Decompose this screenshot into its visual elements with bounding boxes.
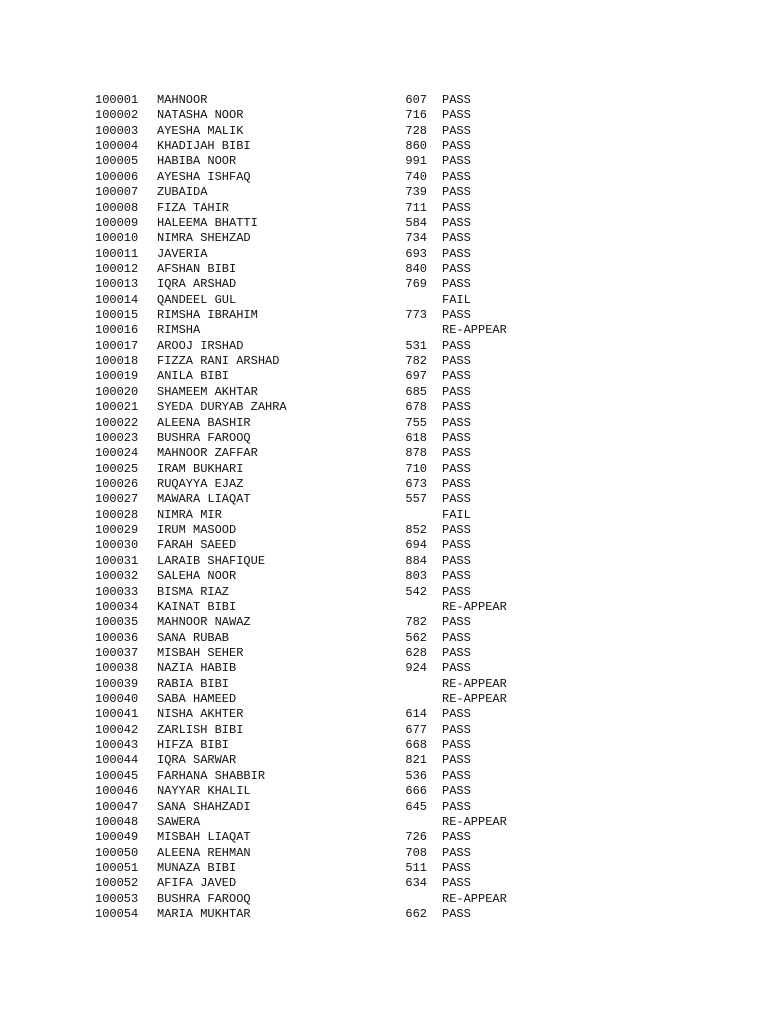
student-name: NISHA AKHTER (157, 707, 244, 722)
roll-number: 100014 (95, 292, 139, 307)
marks-value: 740 (405, 169, 427, 184)
marks-value: 618 (405, 430, 427, 445)
student-name: FIZZA RANI ARSHAD (157, 354, 280, 369)
student-name: MISBAH SEHER (157, 645, 244, 660)
result-status: RE-APPEAR (442, 599, 507, 614)
roll-number: 100050 (95, 845, 139, 860)
roll-number: 100023 (95, 430, 139, 445)
roll-number: 100020 (95, 384, 139, 399)
student-name: AYESHA MALIK (157, 123, 244, 138)
roll-number: 100016 (95, 323, 139, 338)
result-status: PASS (442, 108, 471, 123)
result-status: PASS (442, 185, 471, 200)
result-status: RE-APPEAR (442, 891, 507, 906)
marks-value: 739 (405, 185, 427, 200)
student-name: RIMSHA (157, 323, 201, 338)
result-status: PASS (442, 277, 471, 292)
roll-number: 100042 (95, 722, 139, 737)
result-status: PASS (442, 369, 471, 384)
student-name: NAZIA HABIB (157, 661, 237, 676)
result-status: PASS (442, 461, 471, 476)
roll-number: 100017 (95, 338, 139, 353)
roll-number: 100011 (95, 246, 139, 261)
marks-value: 614 (405, 707, 427, 722)
roll-number: 100001 (95, 93, 139, 107)
result-status: RE-APPEAR (442, 692, 507, 707)
roll-number: 100006 (95, 169, 139, 184)
result-status: PASS (442, 661, 471, 676)
result-status: PASS (442, 722, 471, 737)
roll-number: 100005 (95, 154, 139, 169)
marks-value: 710 (405, 461, 427, 476)
marks-value: 860 (405, 139, 427, 154)
marks-value: 708 (405, 845, 427, 860)
marks-value: 840 (405, 261, 427, 276)
result-status: PASS (442, 523, 471, 538)
marks-value: 734 (405, 231, 427, 246)
roll-number: 100022 (95, 415, 139, 430)
roll-number: 100002 (95, 108, 139, 123)
result-status: PASS (442, 753, 471, 768)
roll-number: 100046 (95, 784, 139, 799)
student-name: NAYYAR KHALIL (157, 784, 251, 799)
student-name: SANA RUBAB (157, 630, 230, 645)
roll-number: 100033 (95, 584, 139, 599)
marks-value: 531 (405, 338, 427, 353)
roll-number: 100047 (95, 799, 139, 814)
marks-value: 562 (405, 630, 427, 645)
roll-number: 100027 (95, 492, 139, 507)
roll-number: 100010 (95, 231, 139, 246)
marks-value: 769 (405, 277, 427, 292)
result-status: PASS (442, 200, 471, 215)
roll-number: 100043 (95, 738, 139, 753)
result-status: PASS (442, 569, 471, 584)
marks-value: 628 (405, 645, 427, 660)
roll-number: 100040 (95, 692, 139, 707)
student-name: MARIA MUKHTAR (157, 907, 251, 922)
student-name: NIMRA SHEHZAD (157, 231, 251, 246)
result-status: FAIL (442, 507, 471, 522)
roll-number: 100053 (95, 891, 139, 906)
result-status: PASS (442, 246, 471, 261)
marks-value: 668 (405, 738, 427, 753)
student-name: QANDEEL GUL (157, 292, 237, 307)
result-status: PASS (442, 645, 471, 660)
roll-number: 100025 (95, 461, 139, 476)
roll-number: 100049 (95, 830, 139, 845)
result-status: PASS (442, 400, 471, 415)
marks-value: 711 (405, 200, 427, 215)
student-name: RUQAYYA EJAZ (157, 476, 244, 491)
roll-number: 100019 (95, 369, 139, 384)
roll-number: 100009 (95, 215, 139, 230)
roll-number: 100004 (95, 139, 139, 154)
marks-value: 773 (405, 308, 427, 323)
result-status: PASS (442, 553, 471, 568)
student-name: SANA SHAHZADI (157, 799, 251, 814)
student-name: SAWERA (157, 814, 201, 829)
roll-number: 100003 (95, 123, 139, 138)
result-status: PASS (442, 308, 471, 323)
result-status: PASS (442, 784, 471, 799)
student-name: MUNAZA BIBI (157, 860, 237, 875)
roll-number: 100048 (95, 814, 139, 829)
roll-number: 100036 (95, 630, 139, 645)
marks-value: 694 (405, 538, 427, 553)
result-status: PASS (442, 338, 471, 353)
result-status: PASS (442, 907, 471, 922)
student-name: JAVERIA (157, 246, 208, 261)
marks-value: 557 (405, 492, 427, 507)
result-status: RE-APPEAR (442, 814, 507, 829)
student-name: ALEENA BASHIR (157, 415, 251, 430)
marks-value: 728 (405, 123, 427, 138)
result-status: PASS (442, 707, 471, 722)
student-name: MAHNOOR NAWAZ (157, 615, 251, 630)
roll-number: 100030 (95, 538, 139, 553)
result-status: PASS (442, 538, 471, 553)
student-name: AFIFA JAVED (157, 876, 237, 891)
student-name: MAWARA LIAQAT (157, 492, 251, 507)
student-name: FIZA TAHIR (157, 200, 230, 215)
student-name: AROOJ IRSHAD (157, 338, 244, 353)
student-name: HIFZA BIBI (157, 738, 230, 753)
result-status: FAIL (442, 292, 471, 307)
roll-number: 100038 (95, 661, 139, 676)
roll-number: 100051 (95, 860, 139, 875)
marks-value: 511 (405, 860, 427, 875)
student-name: FARAH SAEED (157, 538, 237, 553)
result-status: RE-APPEAR (442, 323, 507, 338)
marks-value: 716 (405, 108, 427, 123)
marks-value: 803 (405, 569, 427, 584)
roll-number: 100044 (95, 753, 139, 768)
marks-value: 884 (405, 553, 427, 568)
marks-value: 852 (405, 523, 427, 538)
marks-value: 536 (405, 768, 427, 783)
roll-number: 100054 (95, 907, 139, 922)
roll-number: 100031 (95, 553, 139, 568)
roll-number: 100026 (95, 476, 139, 491)
student-name: KAINAT BIBI (157, 599, 237, 614)
student-name: SALEHA NOOR (157, 569, 237, 584)
result-status: PASS (442, 446, 471, 461)
marks-value: 685 (405, 384, 427, 399)
marks-value: 666 (405, 784, 427, 799)
result-status: PASS (442, 738, 471, 753)
student-name: AFSHAN BIBI (157, 261, 237, 276)
marks-value: 726 (405, 830, 427, 845)
student-name: RABIA BIBI (157, 676, 230, 691)
result-status: PASS (442, 430, 471, 445)
result-status: PASS (442, 830, 471, 845)
marks-value: 782 (405, 354, 427, 369)
marks-value: 542 (405, 584, 427, 599)
marks-value: 924 (405, 661, 427, 676)
roll-number: 100024 (95, 446, 139, 461)
student-name: MAHNOOR ZAFFAR (157, 446, 258, 461)
student-name: BUSHRA FAROOQ (157, 891, 251, 906)
result-status: PASS (442, 231, 471, 246)
roll-number: 100018 (95, 354, 139, 369)
student-name: MAHNOOR (157, 93, 208, 107)
result-status: PASS (442, 584, 471, 599)
result-status: PASS (442, 139, 471, 154)
marks-value: 662 (405, 907, 427, 922)
result-status: PASS (442, 415, 471, 430)
result-status: PASS (442, 354, 471, 369)
student-name: SABA HAMEED (157, 692, 237, 707)
marks-value: 693 (405, 246, 427, 261)
marks-value: 821 (405, 753, 427, 768)
marks-value: 755 (405, 415, 427, 430)
student-name: AYESHA ISHFAQ (157, 169, 251, 184)
marks-value: 677 (405, 722, 427, 737)
marks-value: 634 (405, 876, 427, 891)
roll-number: 100045 (95, 768, 139, 783)
result-status: PASS (442, 860, 471, 875)
roll-number: 100041 (95, 707, 139, 722)
student-name: BISMA RIAZ (157, 584, 230, 599)
student-name: KHADIJAH BIBI (157, 139, 251, 154)
student-name: BUSHRA FAROOQ (157, 430, 251, 445)
student-name: FARHANA SHABBIR (157, 768, 266, 783)
student-name: LARAIB SHAFIQUE (157, 553, 266, 568)
student-name: ANILA BIBI (157, 369, 230, 384)
student-name: SYEDA DURYAB ZAHRA (157, 400, 287, 415)
student-name: ZUBAIDA (157, 185, 208, 200)
roll-number: 100008 (95, 200, 139, 215)
result-status: PASS (442, 630, 471, 645)
roll-number: 100034 (95, 599, 139, 614)
student-name: ALEENA REHMAN (157, 845, 251, 860)
student-name: HABIBA NOOR (157, 154, 237, 169)
marks-value: 645 (405, 799, 427, 814)
result-status: PASS (442, 876, 471, 891)
result-status: PASS (442, 261, 471, 276)
roll-number: 100013 (95, 277, 139, 292)
student-name: NATASHA NOOR (157, 108, 244, 123)
marks-value: 697 (405, 369, 427, 384)
result-status: PASS (442, 492, 471, 507)
result-status: PASS (442, 476, 471, 491)
result-status: PASS (442, 384, 471, 399)
roll-number: 100032 (95, 569, 139, 584)
result-status: PASS (442, 615, 471, 630)
roll-number: 100052 (95, 876, 139, 891)
roll-number: 100007 (95, 185, 139, 200)
result-status: PASS (442, 845, 471, 860)
roll-number: 100035 (95, 615, 139, 630)
marks-value: 607 (405, 93, 427, 107)
result-status: RE-APPEAR (442, 676, 507, 691)
marks-value: 584 (405, 215, 427, 230)
roll-number: 100037 (95, 645, 139, 660)
roll-number: 100028 (95, 507, 139, 522)
student-name: RIMSHA IBRAHIM (157, 308, 258, 323)
student-name: SHAMEEM AKHTAR (157, 384, 258, 399)
roll-number: 100029 (95, 523, 139, 538)
roll-number: 100039 (95, 676, 139, 691)
student-name: IQRA ARSHAD (157, 277, 237, 292)
student-name: MISBAH LIAQAT (157, 830, 251, 845)
marks-value: 782 (405, 615, 427, 630)
result-status: PASS (442, 169, 471, 184)
result-status: PASS (442, 154, 471, 169)
student-name: HALEEMA BHATTI (157, 215, 258, 230)
result-status: PASS (442, 123, 471, 138)
result-status: PASS (442, 768, 471, 783)
student-name: IRUM MASOOD (157, 523, 237, 538)
student-name: NIMRA MIR (157, 507, 222, 522)
result-status: PASS (442, 93, 471, 107)
marks-value: 678 (405, 400, 427, 415)
student-name: IQRA SARWAR (157, 753, 237, 768)
result-status: PASS (442, 799, 471, 814)
student-name: ZARLISH BIBI (157, 722, 244, 737)
roll-number: 100021 (95, 400, 139, 415)
student-name: IRAM BUKHARI (157, 461, 244, 476)
marks-value: 673 (405, 476, 427, 491)
marks-value: 991 (405, 154, 427, 169)
marks-value: 878 (405, 446, 427, 461)
roll-number: 100012 (95, 261, 139, 276)
result-status: PASS (442, 215, 471, 230)
roll-number: 100015 (95, 308, 139, 323)
